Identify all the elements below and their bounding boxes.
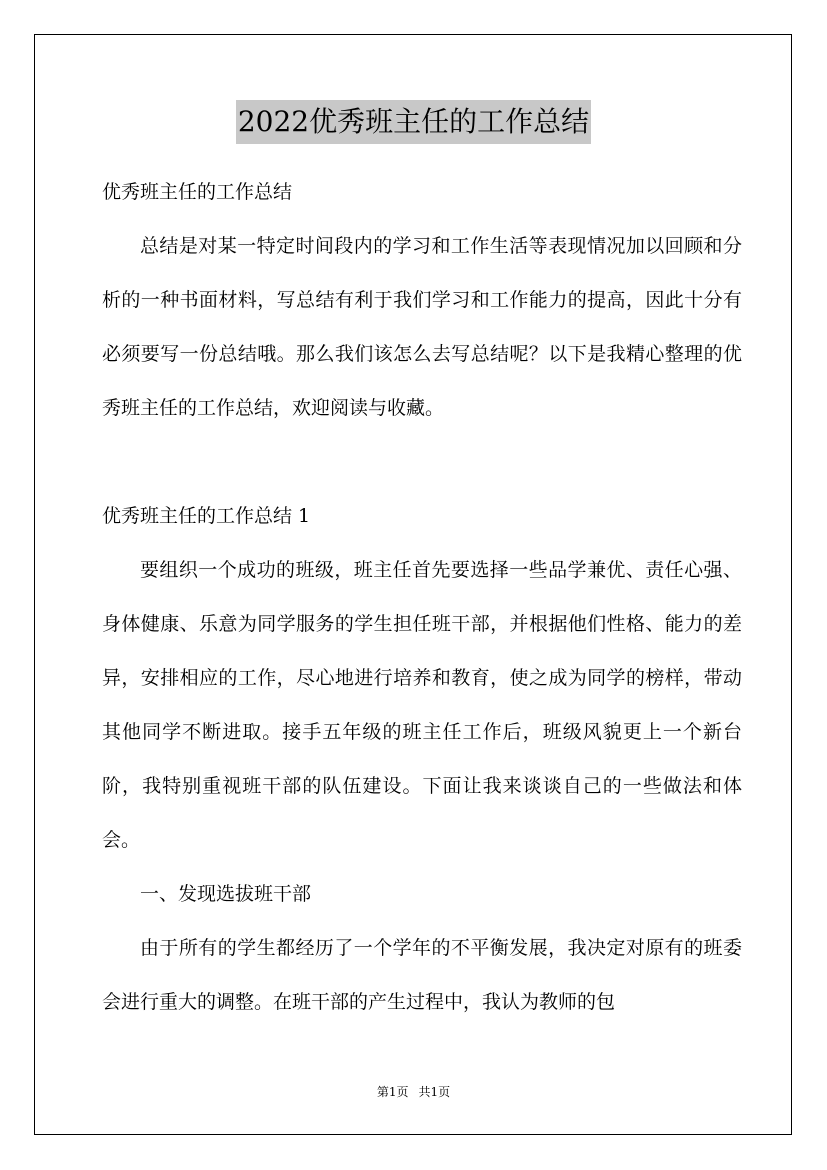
paragraph-spacer	[102, 435, 742, 489]
body-paragraph: 要组织一个成功的班级，班主任首先要选择一些品学兼优、责任心强、身体健康、乐意为同学服务的学生担任班干部，并根据他们性格、能力的差异，安排相应的工作，尽心地进行培养和教育，使之成为同学的榜样，带动其他同学不断进取。接手五年级的班主任工作后，班级风貌更上一个新台阶，我特别重视班干部的队伍建设。下面让我来谈谈自己的一些做法和体会。	[102, 559, 742, 851]
document-title: 2022优秀班主任的工作总结	[236, 100, 591, 144]
subheading: 一、发现选拔班干部	[140, 883, 312, 905]
title-container	[0, 100, 827, 144]
page-total: 共1页	[418, 1085, 451, 1099]
page-number: 第1页	[376, 1085, 409, 1099]
body-paragraph: 由于所有的学生都经历了一个学年的不平衡发展，我决定对原有的班委会进行重大的调整。在班干部的产生过程中，我认为教师的包	[102, 937, 742, 1013]
section-heading-1: 优秀班主任的工作总结 1	[102, 505, 311, 527]
section-heading: 优秀班主任的工作总结	[102, 181, 293, 203]
page-footer	[0, 1083, 827, 1100]
document-body	[102, 165, 742, 1029]
intro-paragraph: 总结是对某一特定时间段内的学习和工作生活等表现情况加以回顾和分析的一种书面材料，写总结有利于我们学习和工作能力的提高，因此十分有必须要写一份总结哦。那么我们该怎么去写总结呢？以下是我精心整理的优秀班主任的工作总结，欢迎阅读与收藏。	[102, 235, 742, 419]
